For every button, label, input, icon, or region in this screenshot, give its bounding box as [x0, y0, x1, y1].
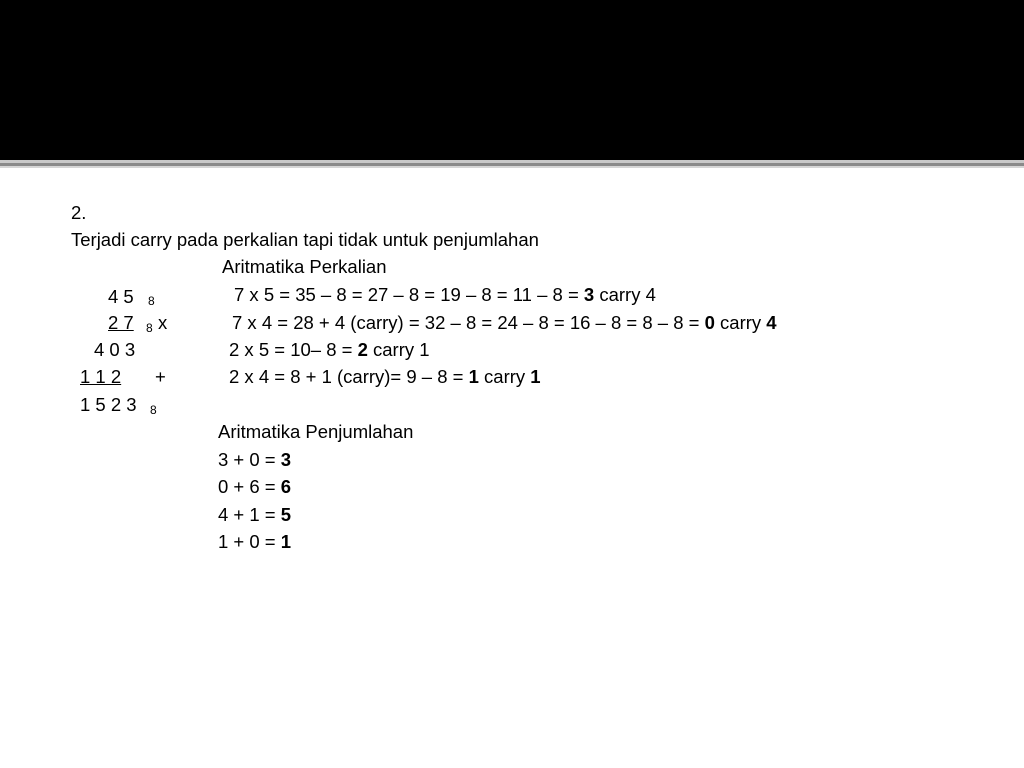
- times-sign: x: [158, 312, 168, 333]
- multiplication-step-1: 7 x 5 = 35 – 8 = 27 – 8 = 19 – 8 = 11 – 8 = 3 carry 4: [234, 284, 656, 305]
- addition-heading: Aritmatika Penjumlahan: [218, 421, 414, 442]
- addition-step-4: 1 + 0 = 1: [218, 531, 292, 552]
- multiplicand: 4 5: [108, 286, 134, 307]
- addition-step-1: 3 + 0 = 3: [218, 449, 292, 470]
- multiplicand-base: 8: [148, 294, 155, 308]
- addition-step-3: 4 + 1 = 5: [218, 504, 292, 525]
- multiplication-step-2: 7 x 4 = 28 + 4 (carry) = 32 – 8 = 24 – 8 = 16 – 8 = 8 – 8 = 0 carry 4: [232, 312, 777, 333]
- final-result-base: 8: [150, 403, 157, 417]
- partial-product-2: 1 1 2: [80, 366, 122, 387]
- plus-sign: +: [155, 366, 166, 387]
- multiplier-base: 8: [146, 321, 153, 335]
- final-result: 1 5 2 3: [80, 394, 137, 415]
- header-divider-highlight: [0, 166, 1024, 168]
- partial-product-1: 4 0 3: [94, 339, 136, 360]
- multiplication-step-4: 2 x 4 = 8 + 1 (carry)= 9 – 8 = 1 carry 1: [229, 366, 541, 387]
- multiplier: 2 7: [108, 312, 134, 333]
- problem-statement: Terjadi carry pada perkalian tapi tidak untuk penjumlahan: [71, 229, 539, 250]
- addition-step-2: 0 + 6 = 6: [218, 476, 292, 497]
- multiplication-heading: Aritmatika Perkalian: [222, 256, 387, 277]
- header-band: [0, 0, 1024, 160]
- multiplication-step-3: 2 x 5 = 10– 8 = 2 carry 1: [229, 339, 430, 360]
- problem-number: 2.: [71, 202, 87, 223]
